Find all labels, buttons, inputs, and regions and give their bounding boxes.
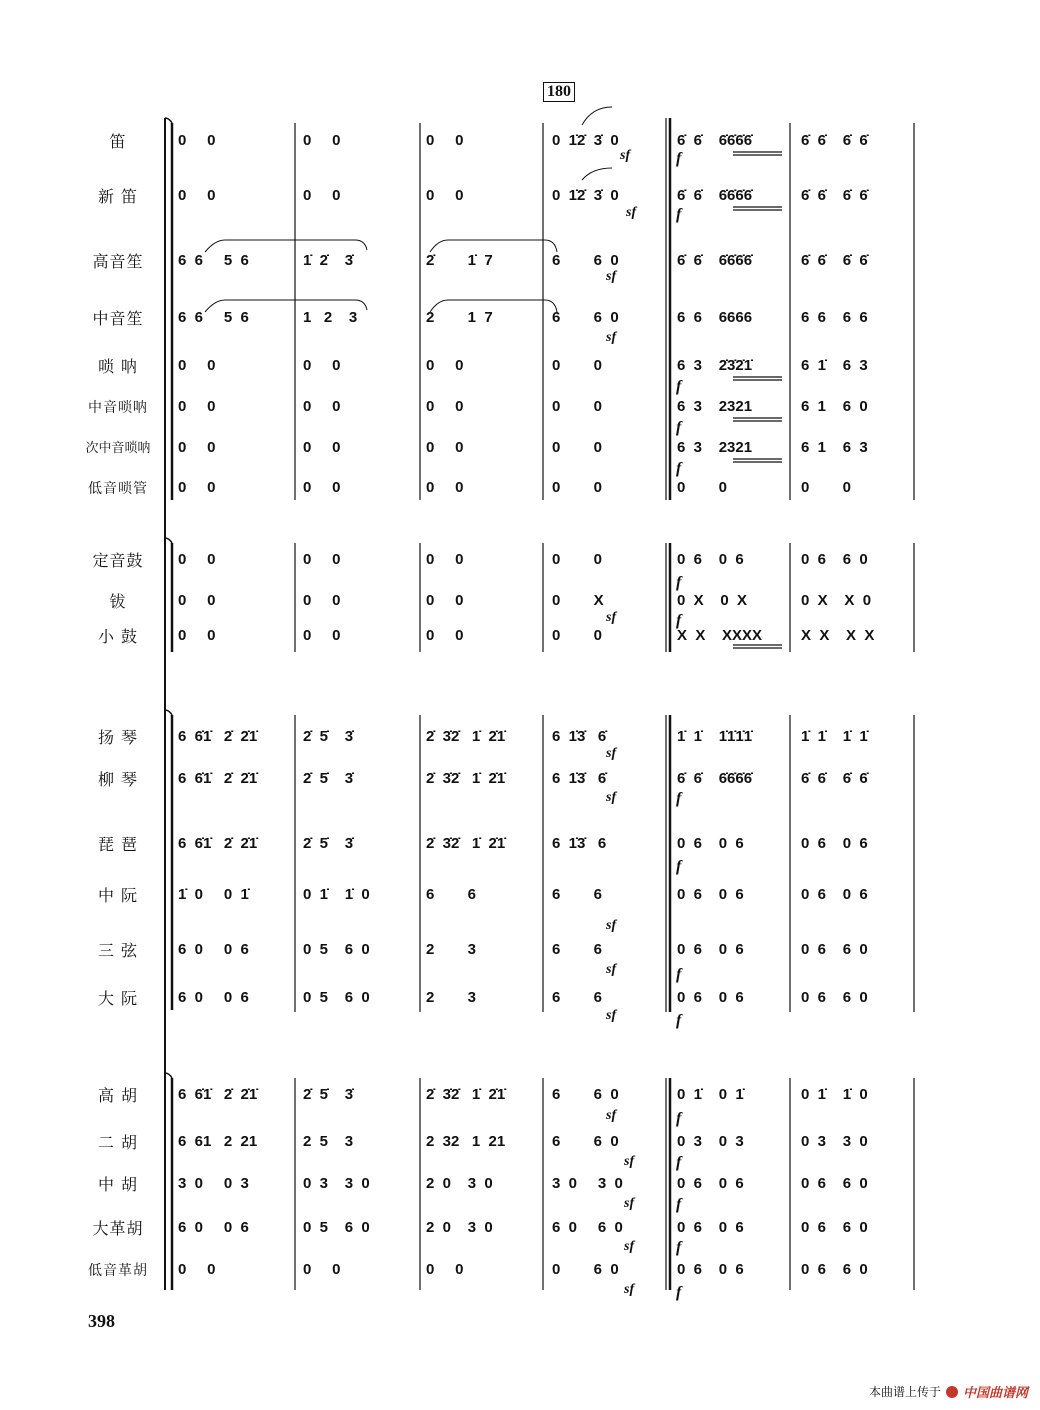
measure-notes: 0 0 (552, 551, 603, 568)
measure-notes: 0 6 0 6 (677, 835, 744, 852)
measure-notes: 6 0 0 6 (178, 1219, 249, 1236)
instrument-label: 高音笙 (92, 252, 144, 271)
measure-notes: 6 3 2̇3̇2̇1̇ (677, 357, 753, 374)
measure-notes: 0 6 6 0 (801, 1219, 868, 1236)
instrument-label: 大革胡 (92, 1219, 144, 1238)
measure-notes: 1̇ 1̇ 1̇1̇1̇1̇ (677, 728, 753, 745)
measure-notes: 0 0 (303, 551, 341, 568)
site-logo-icon (946, 1386, 958, 1398)
dynamic-sf: sf (606, 918, 617, 933)
dynamic-f: f (676, 1196, 682, 1213)
instrument-label: 三 弦 (97, 941, 139, 960)
measure-notes: 2 5 3 (303, 1133, 354, 1150)
measure-notes: 6 1̇ 6 3 (801, 357, 868, 374)
site-logo-text: 中国曲谱网 (962, 1386, 1028, 1401)
dynamic-f: f (676, 1284, 682, 1301)
dynamic-f: f (676, 150, 682, 167)
site-credit[interactable] (869, 1382, 1028, 1401)
instrument-label: 二 胡 (97, 1133, 139, 1152)
measure-notes: 6 1̇3̇ 6̇ (552, 770, 607, 787)
measure-notes: 0 X X 0 (801, 592, 872, 609)
measure-notes: 6 0 0 6 (178, 941, 249, 958)
measure-notes: 0 6 0 6 (677, 1261, 744, 1278)
measure-notes: 0 6 0 6 (677, 886, 744, 903)
measure-notes: 6 3 2321 (677, 439, 753, 456)
dynamic-f: f (676, 206, 682, 223)
measure-notes: 0 1̇ 1̇ 0 (303, 886, 370, 903)
measure-notes: X X X X (801, 627, 875, 644)
measure-notes: 0 6 0 6 (677, 941, 744, 958)
measure-notes: 2 3 (426, 989, 477, 1006)
dynamic-f: f (676, 378, 682, 395)
instrument-label: 钹 (109, 592, 127, 611)
measure-notes: 0 6 6 0 (801, 1261, 868, 1278)
measure-notes: 0 5 6 0 (303, 989, 370, 1006)
measure-notes: 1̇ 2̇ 3̇ (303, 252, 354, 269)
measure-notes: 6̇ 6̇ 6̇6̇6̇6̇ (677, 252, 753, 269)
measure-notes: 2̇ 5̇ 3̇ (303, 1086, 354, 1103)
measure-notes: 6 6 6666 (677, 309, 753, 326)
measure-notes: 6 61 2 21 (178, 1133, 258, 1150)
measure-notes: 2̇ 5̇ 3̇ (303, 770, 354, 787)
dynamic-f: f (676, 1239, 682, 1256)
measure-notes: 0 3 3 0 (303, 1175, 370, 1192)
dynamic-sf: sf (606, 269, 617, 284)
measure-notes: 0 0 (178, 132, 216, 149)
measure-notes: 0 6 6 0 (801, 989, 868, 1006)
measure-notes: 2̇ 3̇2̇ 1̇ 2̇1̇ (426, 770, 506, 787)
dynamic-f: f (676, 419, 682, 436)
measure-notes: 6 6 5 6 (178, 309, 249, 326)
dynamic-sf: sf (624, 1282, 635, 1297)
measure-notes: 0 0 (303, 479, 341, 496)
measure-notes: 6̇ 6̇ 6̇ 6̇ (801, 770, 868, 787)
measure-notes: 6 6 (552, 989, 603, 1006)
measure-notes: 6̇ 6̇ 6̇6̇6̇6̇ (677, 187, 753, 204)
measure-notes: 0 6 6 0 (801, 941, 868, 958)
measure-notes: 6 6 5 6 (178, 252, 249, 269)
measure-notes: 6 6̇1̇ 2̇ 2̇1̇ (178, 835, 258, 852)
measure-notes: 6 1̇3̇ 6 (552, 835, 607, 852)
measure-notes: 6 6 0 (552, 252, 619, 269)
instrument-label: 低音唢管 (88, 481, 148, 497)
measure-notes: 2 0 3 0 (426, 1175, 493, 1192)
measure-notes: 2 0 3 0 (426, 1219, 493, 1236)
instrument-label: 扬 琴 (97, 728, 139, 747)
measure-notes: 6 6̇1̇ 2̇ 2̇1̇ (178, 728, 258, 745)
measure-notes: 6 6 0 (552, 1133, 619, 1150)
instrument-label: 新 笛 (97, 187, 139, 206)
measure-notes: 0 6 6 0 (801, 1175, 868, 1192)
measure-notes: 0 1̇2̇ 3̇ 0 (552, 187, 619, 204)
measure-notes: 6 6 (552, 941, 603, 958)
measure-notes: 0 0 (552, 479, 603, 496)
dynamic-f: f (676, 1012, 682, 1029)
measure-notes: 6̇ 6̇ 6̇6̇6̇6̇ (677, 770, 753, 787)
measure-notes: 0 0 (426, 357, 464, 374)
measure-notes: 2̇ 3̇2̇ 1̇ 2̇1̇ (426, 728, 506, 745)
measure-notes: 0 0 (178, 187, 216, 204)
instrument-label: 中 阮 (97, 886, 139, 905)
measure-notes: 0 0 (801, 479, 852, 496)
measure-notes: 0 0 (677, 479, 728, 496)
measure-notes: 6 6̇1̇ 2̇ 2̇1̇ (178, 770, 258, 787)
measure-notes: 6 1 6 0 (801, 398, 868, 415)
dynamic-f: f (676, 858, 682, 875)
measure-notes: 0 3 3 0 (801, 1133, 868, 1150)
instrument-label: 唢 呐 (97, 357, 139, 376)
measure-notes: 0 3 0 3 (677, 1133, 744, 1150)
measure-notes: 0 0 (426, 187, 464, 204)
dynamic-f: f (676, 790, 682, 807)
instrument-label: 高 胡 (97, 1086, 139, 1105)
instrument-label: 中 胡 (97, 1175, 139, 1194)
dynamic-f: f (676, 1110, 682, 1127)
instrument-label: 笛 (109, 132, 127, 151)
measure-notes: 0 1̇ 0 1̇ (677, 1086, 744, 1103)
measure-notes: 0 0 (178, 592, 216, 609)
instrument-label: 中音笙 (92, 309, 144, 328)
measure-notes: 6̇ 6̇ 6̇ 6̇ (801, 252, 868, 269)
measure-notes: 0 0 (426, 592, 464, 609)
instrument-label: 中音唢呐 (88, 400, 148, 416)
measure-notes: 0 0 (178, 551, 216, 568)
measure-notes: 0 X (552, 592, 604, 609)
measure-notes: 0 0 (178, 398, 216, 415)
instrument-label: 定音鼓 (92, 551, 144, 570)
measure-notes: 0 0 (426, 479, 464, 496)
measure-notes: 6 3 2321 (677, 398, 753, 415)
measure-notes: 0 0 (303, 357, 341, 374)
measure-notes: 0 0 (303, 398, 341, 415)
measure-notes: 0 X 0 X (677, 592, 748, 609)
measure-notes: 0 6 6 0 (801, 551, 868, 568)
page-number: 398 (88, 1311, 115, 1331)
measure-notes: 0 0 (303, 132, 341, 149)
measure-notes: 0 0 (552, 627, 603, 644)
measure-notes: 0 0 (178, 627, 216, 644)
measure-notes: 0 0 (303, 187, 341, 204)
measure-notes: 0 5 6 0 (303, 1219, 370, 1236)
measure-notes: 6̇ 6̇ 6̇ 6̇ (801, 132, 868, 149)
measure-notes: 6 1̇3̇ 6̇ (552, 728, 607, 745)
measure-notes: 0 0 (426, 132, 464, 149)
measure-notes: 0 1̇2̇ 3̇ 0 (552, 132, 619, 149)
measure-notes: 6̇ 6̇ 6̇6̇6̇6̇ (677, 132, 753, 149)
measure-notes: 6 6 (552, 886, 603, 903)
measure-notes: 0 0 (426, 551, 464, 568)
measure-notes: 0 0 (303, 592, 341, 609)
measure-notes: 0 0 (178, 439, 216, 456)
dynamic-sf: sf (626, 205, 637, 220)
dynamic-sf: sf (606, 330, 617, 345)
measure-notes: 2̇ 5̇ 3̇ (303, 835, 354, 852)
measure-notes: 0 5 6 0 (303, 941, 370, 958)
credit-text: 本曲谱上传于 (868, 1385, 941, 1399)
dynamic-sf: sf (620, 148, 631, 163)
measure-notes: 0 1̇ 1̇ 0 (801, 1086, 868, 1103)
measure-notes: 6 0 6 0 (552, 1219, 623, 1236)
measure-notes: 0 6 0 6 (677, 989, 744, 1006)
measure-notes: 0 0 (178, 357, 216, 374)
measure-notes: 0 0 (303, 1261, 341, 1278)
measure-notes: 6 6̇1̇ 2̇ 2̇1̇ (178, 1086, 258, 1103)
measure-notes: 6 0 0 6 (178, 989, 249, 1006)
measure-notes: 0 6 0 6 (677, 551, 744, 568)
dynamic-sf: sf (606, 610, 617, 625)
measure-notes: 0 0 (303, 439, 341, 456)
measure-notes: 0 0 (552, 357, 603, 374)
measure-notes: 6 6 0 (552, 1086, 619, 1103)
measure-notes: 1 2 3 (303, 309, 358, 326)
measure-notes: 0 6 0 6 (677, 1175, 744, 1192)
measure-notes: 6 6 (426, 886, 477, 903)
instrument-label: 低音革胡 (88, 1263, 148, 1279)
dynamic-sf: sf (606, 1108, 617, 1123)
measure-notes: 6̇ 6̇ 6̇ 6̇ (801, 187, 868, 204)
rehearsal-mark: 180 (543, 82, 575, 102)
measure-notes: 0 0 (303, 627, 341, 644)
measure-notes: 2̇ 1̇ 7 (426, 252, 493, 269)
measure-notes: 6 1 6 3 (801, 439, 868, 456)
dynamic-sf: sf (606, 962, 617, 977)
dynamic-sf: sf (624, 1196, 635, 1211)
measure-notes: 0 6 0 6 (677, 1219, 744, 1236)
measure-notes: 0 6 0 6 (801, 886, 868, 903)
measure-notes: 3 0 0 3 (178, 1175, 249, 1192)
dynamic-f: f (676, 574, 682, 591)
measure-notes: 0 0 (178, 479, 216, 496)
measure-notes: 3 0 3 0 (552, 1175, 623, 1192)
instrument-label: 次中音唢呐 (85, 441, 151, 456)
instrument-label: 大 阮 (97, 989, 139, 1008)
instrument-label: 琵 琶 (97, 835, 139, 854)
measure-notes: 2̇ 5̇ 3̇ (303, 728, 354, 745)
instrument-label: 小 鼓 (97, 627, 139, 646)
measure-notes: 0 0 (426, 439, 464, 456)
measure-notes: 0 0 (552, 398, 603, 415)
dynamic-sf: sf (606, 790, 617, 805)
dynamic-sf: sf (606, 746, 617, 761)
measure-notes: 2̇ 3̇2̇ 1̇ 2̇1̇ (426, 835, 506, 852)
measure-notes: 6 6 0 (552, 309, 619, 326)
dynamic-sf: sf (624, 1239, 635, 1254)
measure-notes: 0 6 0 (552, 1261, 619, 1278)
measure-notes: 0 0 (178, 1261, 216, 1278)
dynamic-f: f (676, 966, 682, 983)
measure-notes: 0 6 0 6 (801, 835, 868, 852)
measure-notes: 6 6 6 6 (801, 309, 868, 326)
measure-notes: 2 1 7 (426, 309, 493, 326)
measure-notes: 0 0 (426, 627, 464, 644)
dynamic-f: f (676, 460, 682, 477)
measure-notes: X X XXXX (677, 627, 763, 644)
measure-notes: 2 32 1 21 (426, 1133, 506, 1150)
dynamic-f: f (676, 1154, 682, 1171)
instrument-label: 柳 琴 (97, 770, 139, 789)
dynamic-sf: sf (606, 1008, 617, 1023)
measure-notes: 2̇ 3̇2̇ 1̇ 2̇1̇ (426, 1086, 506, 1103)
measure-notes: 2 3 (426, 941, 477, 958)
measure-notes: 0 0 (552, 439, 603, 456)
dynamic-sf: sf (624, 1154, 635, 1169)
measure-notes: 1̇ 1̇ 1̇ 1̇ (801, 728, 868, 745)
dynamic-f: f (676, 612, 682, 629)
measure-notes: 0 0 (426, 1261, 464, 1278)
measure-notes: 1̇ 0 0 1̇ (178, 886, 249, 903)
measure-notes: 0 0 (426, 398, 464, 415)
